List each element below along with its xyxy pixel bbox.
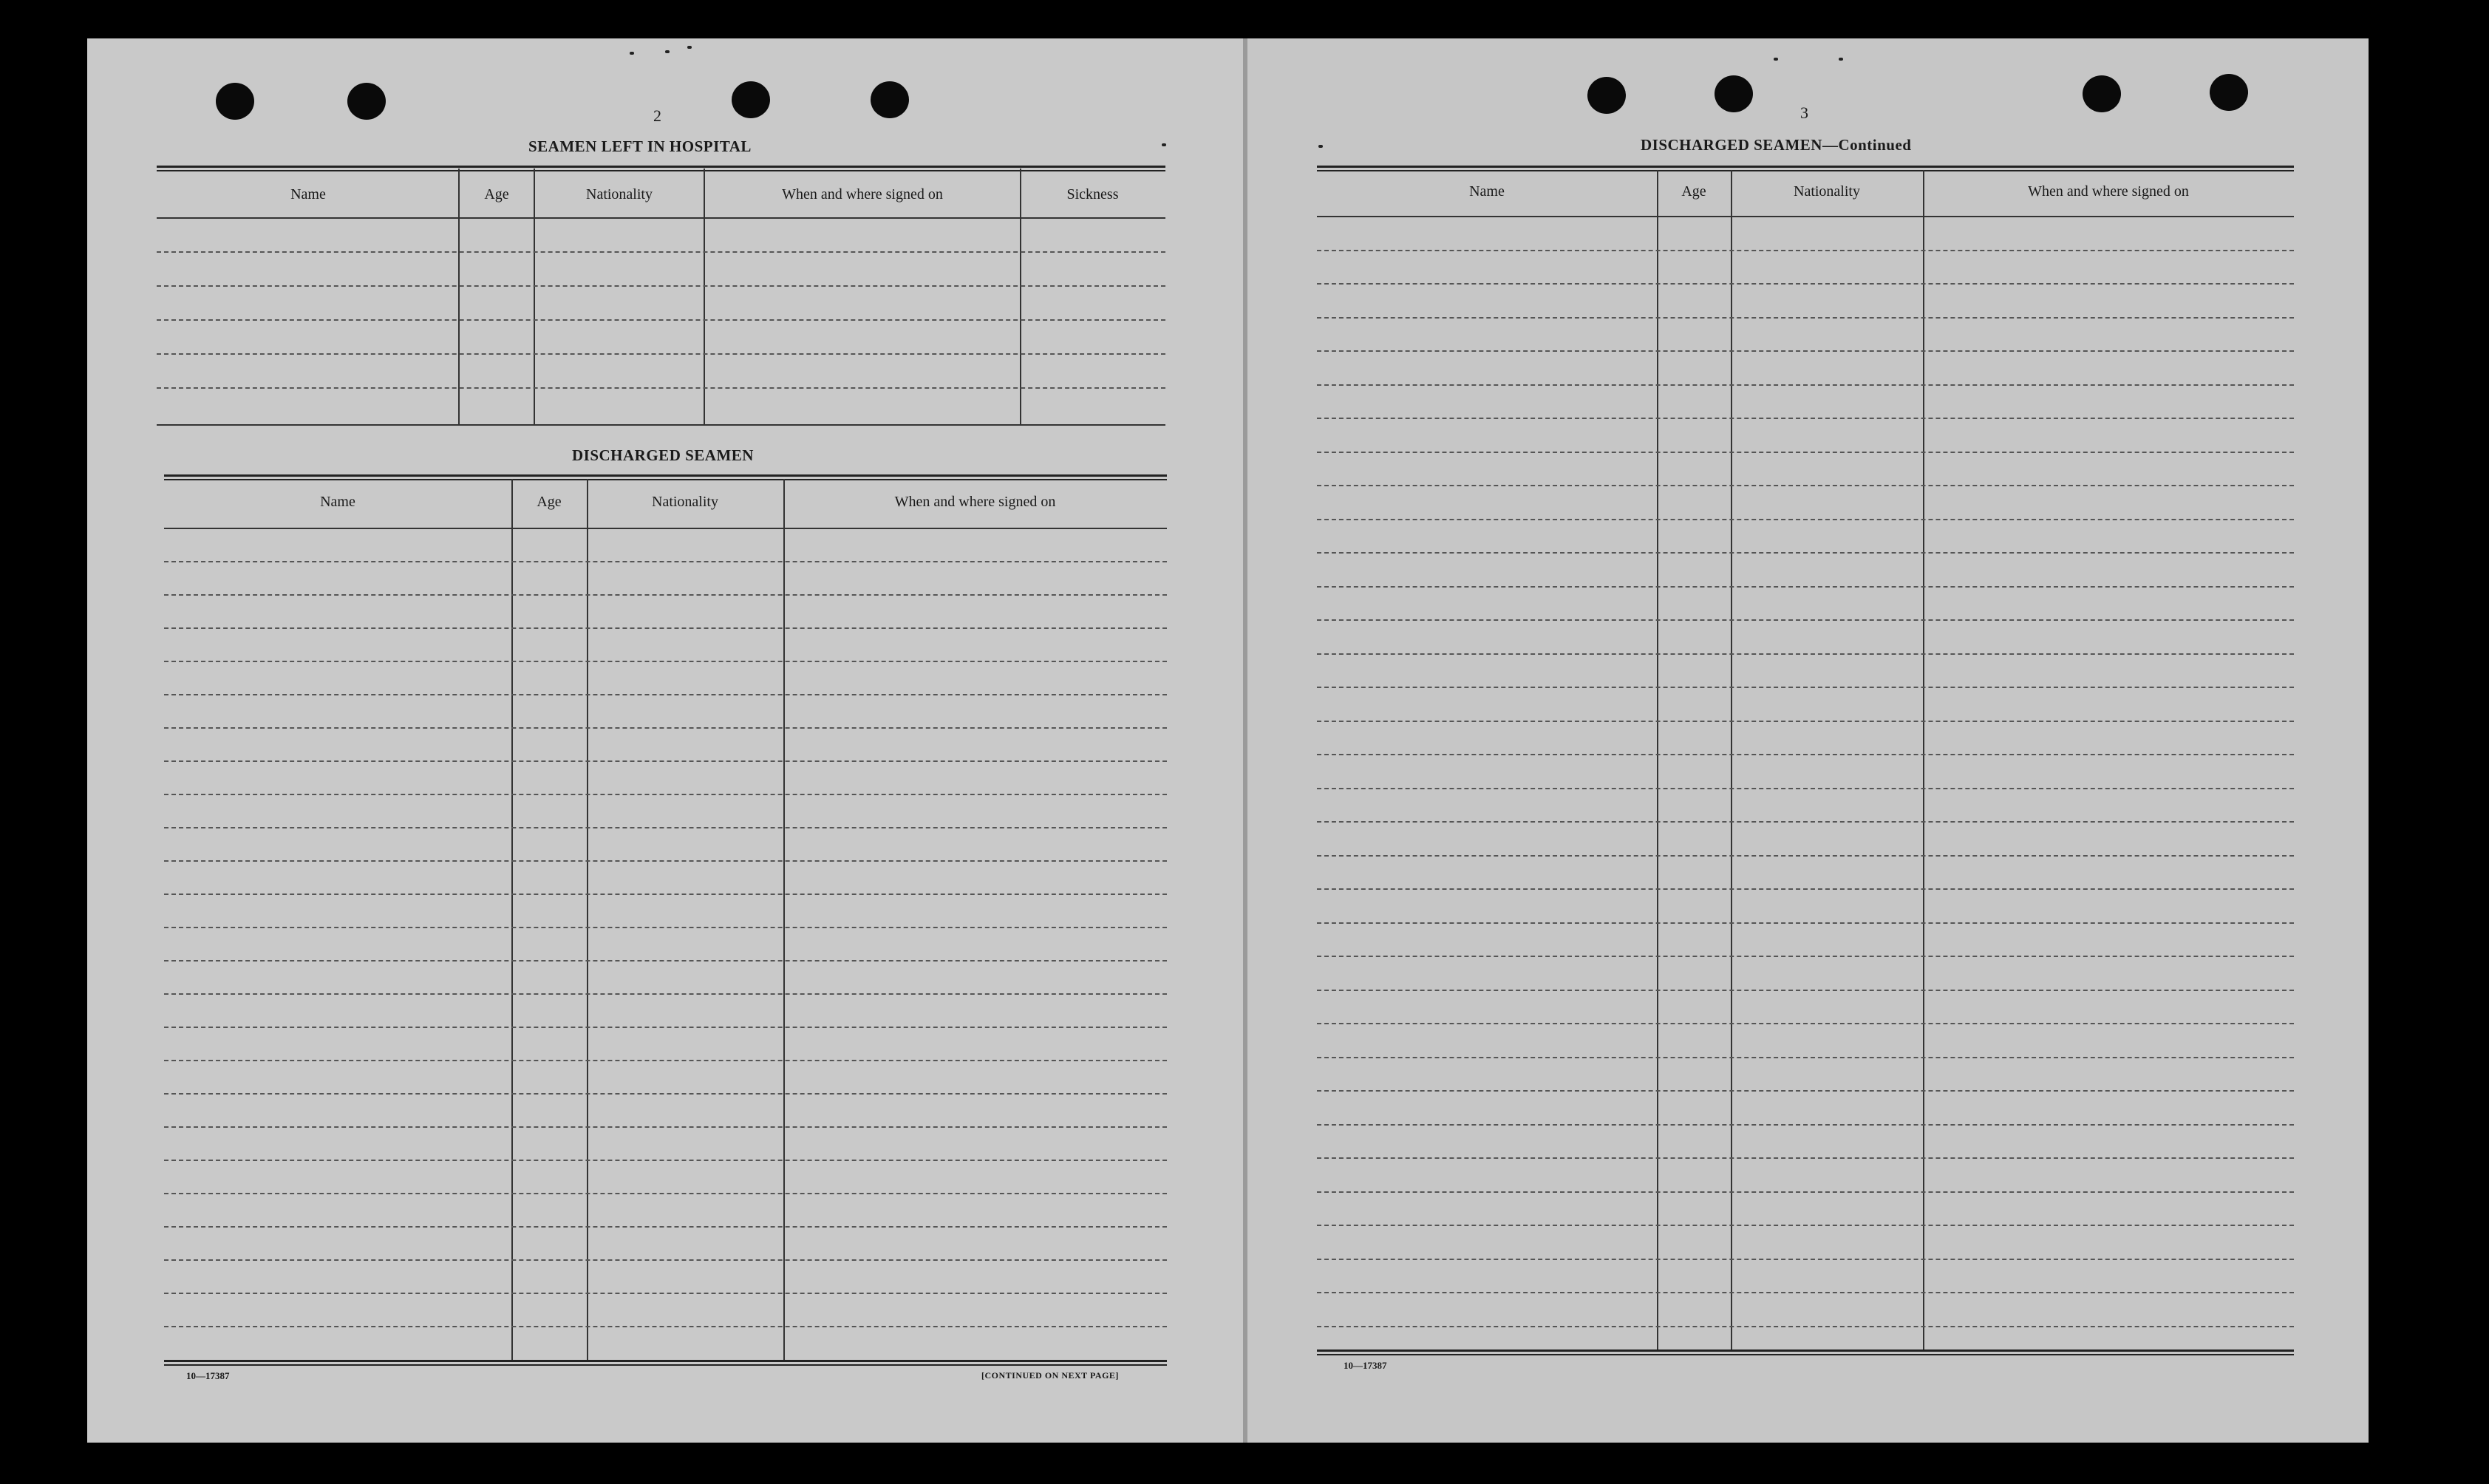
ruled-line: [164, 993, 1167, 995]
right-col-nationality: Nationality: [1794, 183, 1860, 200]
punch-hole: [2083, 75, 2121, 112]
form-number: 10—17387: [1344, 1360, 1387, 1371]
ruled-line: [1317, 586, 2294, 588]
ruled-line: [1317, 552, 2294, 554]
ruled-line: [164, 1259, 1167, 1261]
right-col-signed-on: When and where signed on: [2028, 183, 2189, 200]
ruled-line: [164, 1293, 1167, 1294]
discharged-col-signed-on: When and where signed on: [894, 494, 1056, 510]
hospital-section-title: SEAMEN LEFT IN HOSPITAL: [528, 137, 752, 155]
ruled-line: [157, 285, 1165, 287]
ruled-line: [1317, 619, 2294, 621]
ruled-line: [1317, 922, 2294, 924]
discharged-section-title: DISCHARGED SEAMEN: [572, 446, 754, 464]
page-fold: [1243, 38, 1247, 1443]
ruled-line: [164, 1093, 1167, 1095]
ruled-line: [1317, 418, 2294, 419]
ruled-line: [164, 1126, 1167, 1128]
ruled-line: [1317, 956, 2294, 957]
ruled-line: [1317, 1157, 2294, 1159]
ruled-line: [1317, 1225, 2294, 1226]
hospital-rows: [157, 217, 1165, 424]
speck: [1318, 145, 1323, 148]
hospital-rule-top: [157, 166, 1165, 171]
punch-hole: [216, 83, 254, 120]
right-rule-bottom: [1317, 1349, 2294, 1355]
ruled-line: [1317, 1057, 2294, 1058]
hospital-col-sickness: Sickness: [1066, 186, 1119, 202]
ruled-line: [1317, 990, 2294, 991]
ruled-line: [1317, 1023, 2294, 1024]
continued-note: [CONTINUED ON NEXT PAGE]: [981, 1370, 1119, 1381]
ruled-line: [164, 927, 1167, 928]
ruled-line: [1317, 788, 2294, 789]
right-rule-top: [1317, 166, 2294, 171]
ruled-line: [157, 319, 1165, 321]
discharged-col-nationality: Nationality: [652, 494, 718, 510]
right-col-name: Name: [1469, 183, 1505, 200]
punch-hole: [871, 81, 909, 118]
ruled-line: [1317, 283, 2294, 285]
hospital-col-name: Name: [290, 186, 326, 202]
page-number: 2: [653, 106, 661, 125]
ruled-line: [164, 627, 1167, 629]
punch-hole: [1587, 77, 1626, 114]
ruled-line: [164, 827, 1167, 828]
ruled-line: [1317, 384, 2294, 386]
ruled-line: [157, 251, 1165, 253]
ruled-line: [1317, 452, 2294, 453]
discharged-continued-title: DISCHARGED SEAMEN—Continued: [1641, 136, 1912, 154]
ruled-line: [1317, 721, 2294, 722]
speck: [630, 52, 634, 55]
ruled-line: [1317, 1124, 2294, 1126]
punch-hole: [732, 81, 770, 118]
ruled-line: [164, 594, 1167, 596]
speck: [1162, 143, 1166, 146]
speck: [687, 46, 692, 49]
speck: [1839, 58, 1843, 61]
ruled-line: [157, 353, 1165, 355]
ruled-line: [1317, 821, 2294, 823]
right-rows: [1317, 216, 2294, 1351]
speck: [1774, 58, 1778, 61]
ruled-line: [164, 1193, 1167, 1194]
discharged-col-age: Age: [537, 494, 562, 510]
hospital-col-nationality: Nationality: [586, 186, 653, 202]
ruled-line: [164, 727, 1167, 729]
ruled-line: [164, 694, 1167, 695]
ruled-line: [164, 860, 1167, 862]
ruled-line: [164, 760, 1167, 762]
punch-hole: [347, 83, 386, 120]
ruled-line: [164, 1027, 1167, 1028]
hospital-col-signed-on: When and where signed on: [782, 186, 943, 202]
ruled-line: [164, 661, 1167, 662]
ruled-line: [1317, 250, 2294, 251]
ruled-line: [1317, 1259, 2294, 1260]
ruled-line: [1317, 350, 2294, 352]
ruled-line: [164, 894, 1167, 895]
discharged-rule-bottom: [164, 1360, 1167, 1366]
ruled-line: [1317, 687, 2294, 688]
hospital-rule-bottom: [157, 424, 1165, 426]
ruled-line: [1317, 1090, 2294, 1092]
discharged-rows: [164, 528, 1167, 1360]
ruled-line: [157, 387, 1165, 389]
ruled-line: [1317, 1191, 2294, 1193]
punch-hole: [1715, 75, 1753, 112]
form-number: 10—17387: [186, 1370, 230, 1381]
right-col-age: Age: [1681, 183, 1706, 200]
punch-hole: [2210, 74, 2248, 111]
ruled-line: [1317, 485, 2294, 486]
ruled-line: [1317, 1292, 2294, 1293]
ruled-line: [1317, 888, 2294, 890]
ruled-line: [164, 1226, 1167, 1228]
speck: [665, 50, 670, 53]
ruled-line: [164, 794, 1167, 795]
ruled-line: [164, 1060, 1167, 1061]
ruled-line: [1317, 1326, 2294, 1327]
ruled-line: [1317, 653, 2294, 655]
page-number: 3: [1800, 103, 1808, 122]
ruled-line: [1317, 855, 2294, 857]
ruled-line: [164, 1160, 1167, 1161]
discharged-rule-top: [164, 474, 1167, 480]
ruled-line: [1317, 754, 2294, 755]
ruled-line: [164, 1326, 1167, 1327]
hospital-col-age: Age: [484, 186, 509, 202]
ruled-line: [1317, 519, 2294, 520]
ruled-line: [1317, 317, 2294, 319]
ruled-line: [164, 960, 1167, 961]
discharged-col-name: Name: [320, 494, 355, 510]
ruled-line: [164, 561, 1167, 562]
